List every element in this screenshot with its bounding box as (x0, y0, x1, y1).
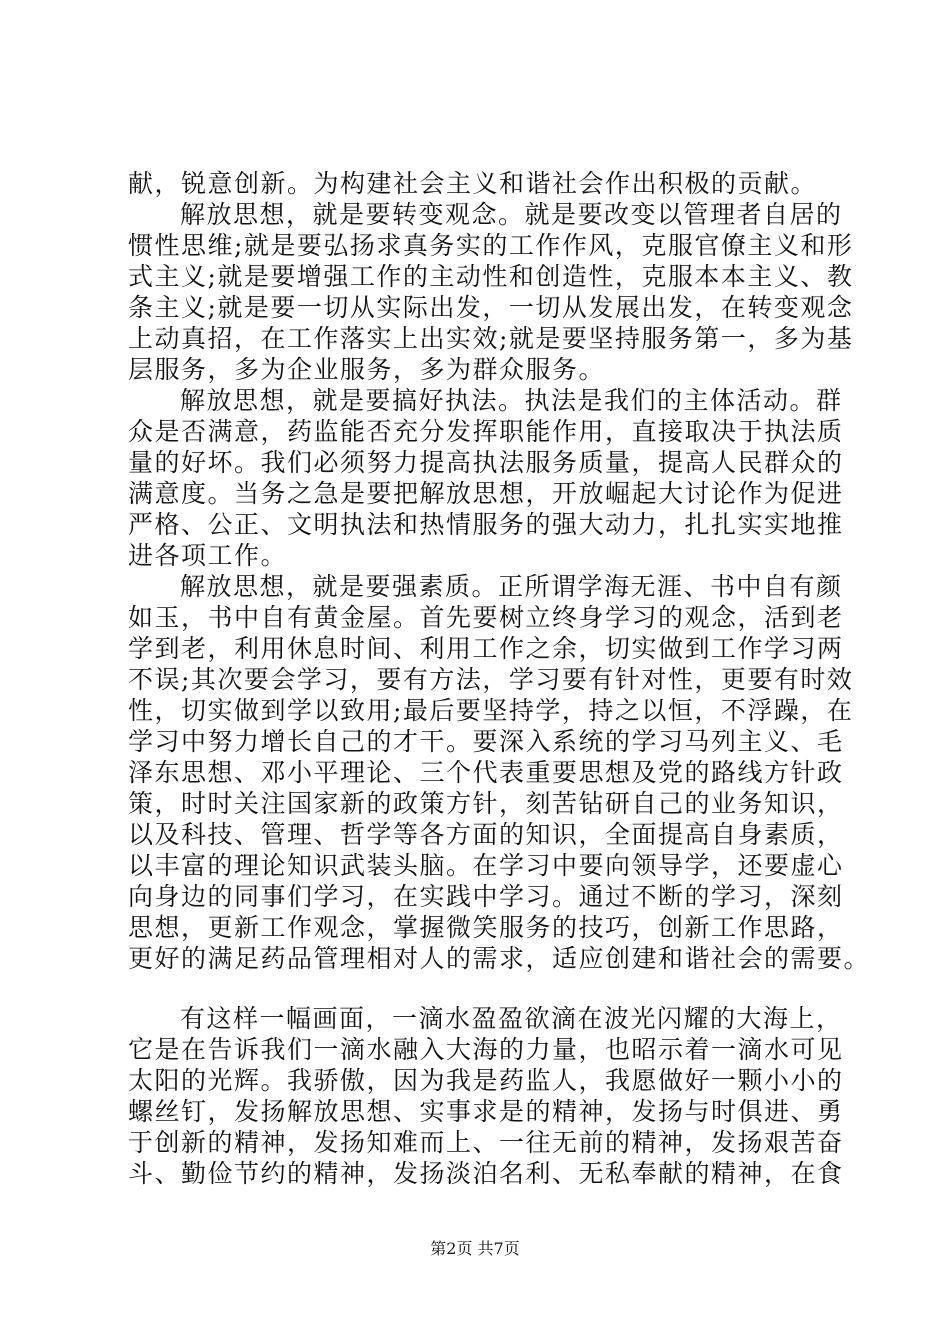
text-line: 条主义;就是要一切从实际出发，一切从发展出发，在转变观念 (128, 293, 854, 322)
document-body (128, 168, 871, 1189)
text-line: 式主义;就是要增强工作的主动性和创造性，克服本本主义、教 (128, 262, 854, 291)
text-line: 学到老，利用休息时间、利用工作之余，切实做到工作学习两 (128, 634, 844, 663)
text-line: 不误;其次要会学习，要有方法，学习要有针对性，更要有时效 (128, 665, 854, 694)
paragraph-start-line: 有这样一幅画面，一滴水盈盈欲滴在波光闪耀的大海上， (180, 1004, 843, 1033)
text-line: 上动真招，在工作落实上出实效;就是要坚持服务第一，多为基 (128, 324, 854, 353)
paragraph-start-line: 解放思想，就是要搞好执法。执法是我们的主体活动。群 (180, 386, 843, 415)
text-line: 献，锐意创新。为构建社会主义和谐社会作出积极的贡献。 (128, 169, 818, 198)
text-line: 学习中努力增长自己的才干。要深入系统的学习马列主义、毛 (128, 727, 844, 756)
text-line: 策，时时关注国家新的政策方针，刻苦钻研自己的业务知识， (128, 789, 844, 818)
text-line: 太阳的光辉。我骄傲，因为我是药监人，我愿做好一颗小小的 (128, 1066, 844, 1095)
text-line: 众是否满意，药监能否充分发挥职能作用，直接取决于执法质 (128, 417, 844, 446)
text-line: 严格、公正、文明执法和热情服务的强大动力，扎扎实实地推 (128, 510, 844, 539)
text-line: 量的好坏。我们必须努力提高执法服务质量，提高人民群众的 (128, 448, 844, 477)
text-line: 思想，更新工作观念，掌握微笑服务的技巧，创新工作思路， (128, 913, 844, 942)
paragraph-gap (128, 974, 853, 1003)
paragraph-start-line: 解放思想，就是要转变观念。就是要改变以管理者自居的 (180, 200, 843, 229)
page-number-footer: 第2页 共7页 (430, 1239, 520, 1258)
text-line: 以及科技、管理、哲学等各方面的知识，全面提高自身素质， (128, 820, 844, 849)
text-line: 它是在告诉我们一滴水融入大海的力量，也昭示着一滴水可见 (128, 1035, 844, 1064)
text-line: 斗、勤俭节约的精神，发扬淡泊名利、无私奉献的精神，在食 (128, 1159, 844, 1188)
text-line: 泽东思想、邓小平理论、三个代表重要思想及党的路线方针政 (128, 758, 844, 787)
text-line: 满意度。当务之急是要把解放思想，开放崛起大讨论作为促进 (128, 479, 844, 508)
text-line: 层服务，多为企业服务，多为群众服务。 (128, 355, 606, 384)
paragraph-start-line: 解放思想，就是要强素质。正所谓学海无涯、书中自有颜 (180, 572, 843, 601)
text-line: 向身边的同事们学习，在实践中学习。通过不断的学习，深刻 (128, 882, 844, 911)
text-line: 螺丝钉，发扬解放思想、实事求是的精神，发扬与时俱进、勇 (128, 1097, 844, 1126)
text-line: 性，切实做到学以致用;最后要坚持学，持之以恒，不浮躁，在 (128, 696, 854, 725)
text-line: 于创新的精神，发扬知难而上、一往无前的精神，发扬艰苦奋 (128, 1128, 844, 1157)
text-line: 如玉，书中自有黄金屋。首先要树立终身学习的观念，活到老 (128, 603, 844, 632)
text-line: 以丰富的理论知识武装头脑。在学习中要向领导学，还要虚心 (128, 851, 844, 880)
text-line: 进各项工作。 (128, 541, 288, 570)
text-line: 惯性思维;就是要弘扬求真务实的工作作风，克服官僚主义和形 (128, 231, 854, 260)
text-line: 更好的满足药品管理相对人的需求，适应创建和谐社会的需要。 (128, 944, 871, 973)
